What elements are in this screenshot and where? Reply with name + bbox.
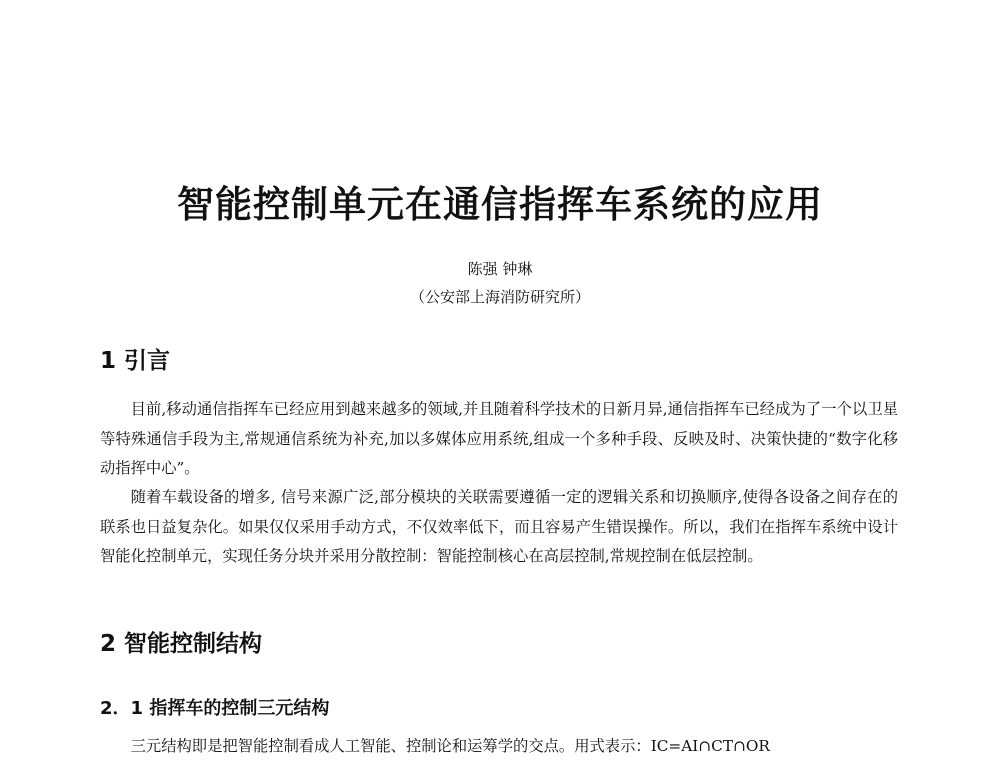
- subsection-heading-ternary-structure: 2．1 指挥车的控制三元结构: [100, 698, 330, 719]
- section-heading-control-structure: 2 智能控制结构: [100, 631, 263, 657]
- introduction-paragraph-1: 目前,移动通信指挥车已经应用到越来越多的领域,并且随着科学技术的日新月异,通信指挥车已经成为了一个以卫星等特殊通信手段为主,常规通信系统为补充,加以多媒体应用系统,组成一个多种手段、反映及时、决策快捷的“数字化移动指挥中心”。: [100, 400, 898, 477]
- section-heading-introduction: 1 引言: [100, 348, 171, 374]
- paper-authors: 陈强 钟琳: [467, 260, 533, 278]
- introduction-paragraph-2: 随着车载设备的增多, 信号来源广泛,部分模块的关联需要遵循一定的逻辑关系和切换顺序,使得各设备之间存在的联系也日益复杂化。如果仅仅采用手动方式，不仅效率低下，而且容易产生错误操作。所以，我们在指挥车系统中设计智能化控制单元，实现任务分块并采用分散控制：智能控制核心在高层控制,常规控制在低层控制。: [100, 488, 898, 565]
- ternary-structure-paragraph: 三元结构即是把智能控制看成人工智能、控制论和运筹学的交点。用式表示：IC=AI∩CT∩OR: [130, 737, 770, 755]
- paper-title: 智能控制单元在通信指挥车系统的应用: [177, 183, 823, 226]
- paper-affiliation: （公安部上海消防研究所）: [409, 288, 590, 306]
